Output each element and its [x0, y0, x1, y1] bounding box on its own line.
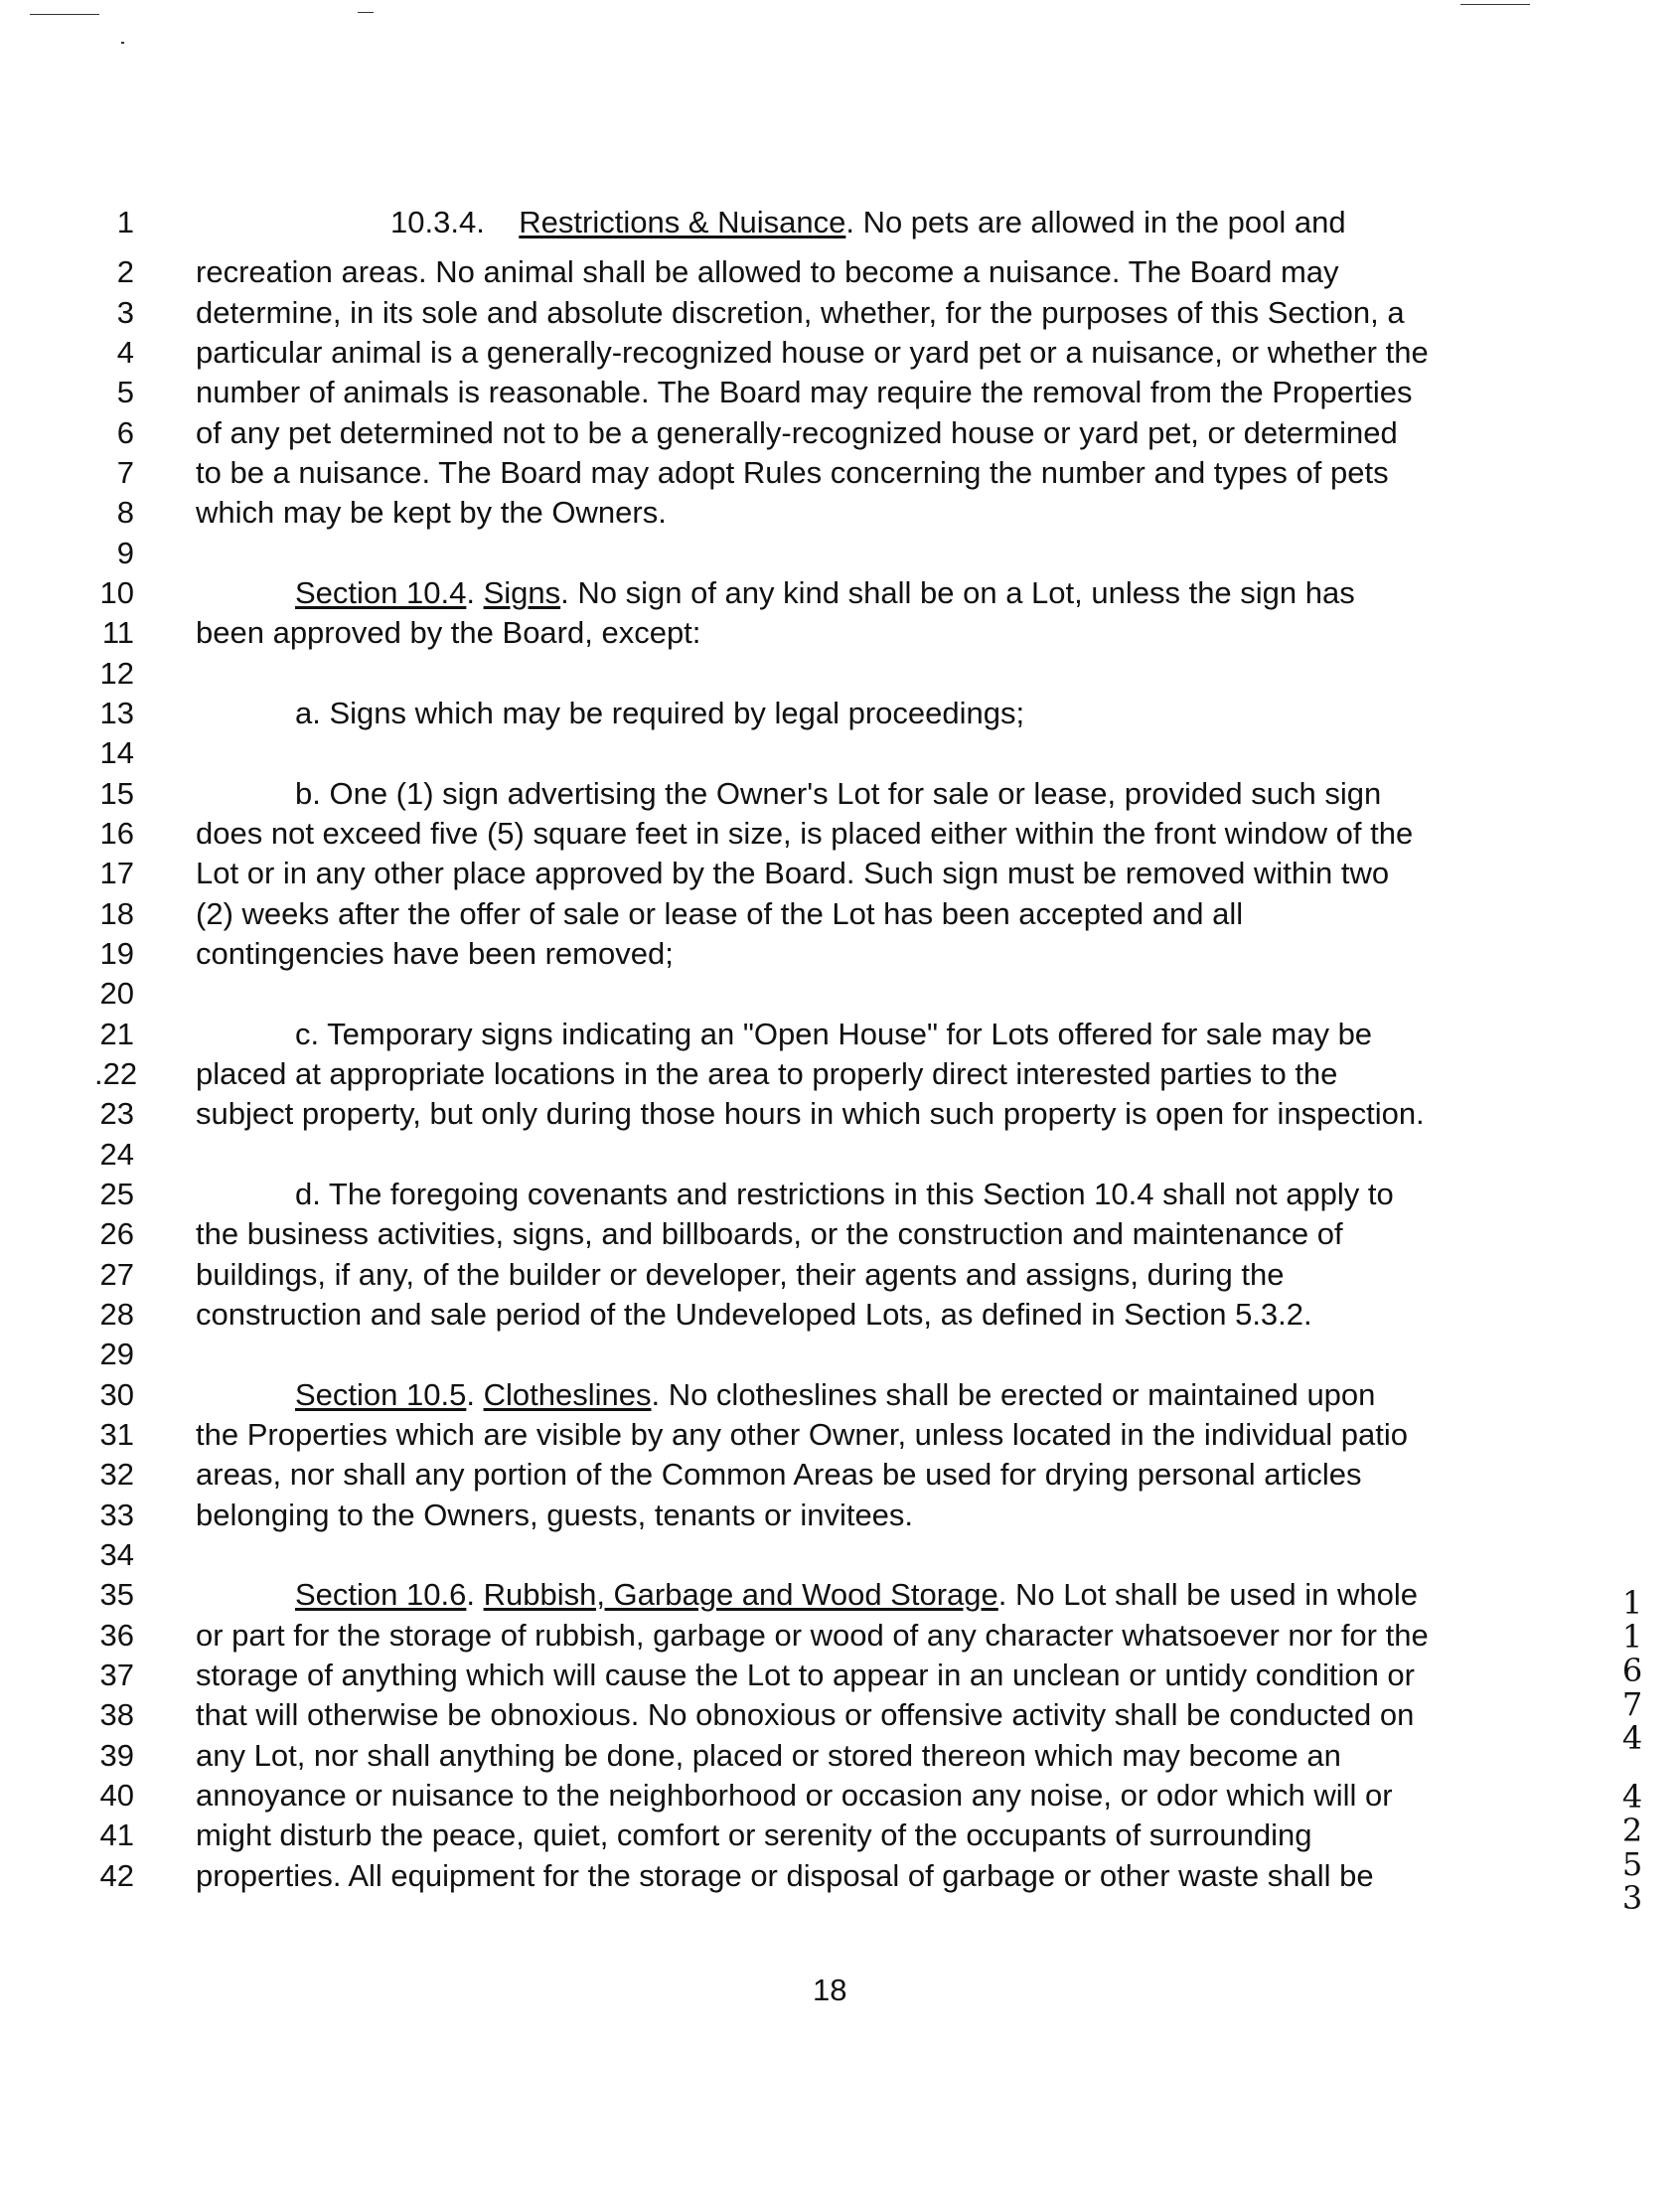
body-line: buildings, if any, of the builder or developer, their agents and assigns, during the	[196, 1257, 1285, 1292]
line-number: 13	[99, 696, 134, 730]
line-number: 18	[99, 896, 134, 931]
body-line: determine, in its sole and absolute discretion, whether, for the purposes of this Section, a	[196, 295, 1405, 330]
body-line: properties. All equipment for the storage or disposal of garbage or other waste shall be	[196, 1858, 1374, 1893]
line-number: 30	[99, 1377, 134, 1412]
page-number: 18	[813, 1973, 847, 2007]
line-number: 11	[101, 615, 134, 650]
body-line: the business activities, signs, and billboards, or the construction and maintenance of	[196, 1216, 1343, 1251]
section-heading-line: Section 10.5. Clotheslines. No clotheslines shall be erected or maintained upon	[295, 1377, 1376, 1412]
line-number: 12	[99, 656, 134, 691]
line-number: 16	[99, 816, 134, 851]
list-item-d: d. The foregoing covenants and restrictions in this Section 10.4 shall not apply to	[295, 1177, 1394, 1211]
body-line: to be a nuisance. The Board may adopt Rules concerning the number and types of pets	[196, 455, 1389, 490]
line-number: 34	[99, 1537, 134, 1572]
body-text: . No Lot shall be used in whole	[997, 1577, 1418, 1612]
body-line: does not exceed five (5) square feet in size, is placed either within the front window of the	[196, 816, 1414, 851]
scan-mark	[1460, 4, 1530, 5]
line-number: 9	[116, 536, 134, 570]
recording-number-digit: 5	[1621, 1845, 1643, 1883]
section-heading-line: Section 10.6. Rubbish, Garbage and Wood Storage. No Lot shall be used in whole	[295, 1577, 1418, 1612]
body-line: been approved by the Board, except:	[196, 615, 701, 650]
line-number: 28	[99, 1297, 134, 1332]
section-heading-line: Section 10.4. Signs. No sign of any kind shall be on a Lot, unless the sign has	[295, 575, 1355, 610]
scan-mark	[30, 14, 99, 15]
line-number: 1	[116, 205, 134, 239]
body-line: number of animals is reasonable. The Board may require the removal from the Properties	[196, 375, 1413, 409]
body-line: subject property, but only during those hours in which such property is open for inspection.	[196, 1096, 1425, 1131]
section-label: Section 10.5	[295, 1377, 467, 1412]
line-number: 33	[99, 1498, 134, 1532]
line-number: 36	[99, 1618, 134, 1653]
recording-number-digit: 2	[1621, 1812, 1643, 1849]
body-line: the Properties which are visible by any other Owner, unless located in the individual patio	[196, 1417, 1409, 1452]
line-number: 32	[99, 1457, 134, 1492]
line-number: 42	[99, 1858, 134, 1893]
section-title: Restrictions & Nuisance	[519, 205, 846, 239]
section-label: Section 10.6	[295, 1577, 467, 1612]
recording-number-digit: 3	[1621, 1879, 1643, 1917]
line-number: 29	[99, 1337, 134, 1371]
body-line: Lot or in any other place approved by the Board. Such sign must be removed within two	[196, 856, 1390, 890]
body-line: storage of anything which will cause the Lot to appear in an unclean or untidy condition or	[196, 1658, 1415, 1692]
line-number: 41	[99, 1817, 134, 1852]
line-number: 5	[116, 375, 134, 409]
list-item-b: b. One (1) sign advertising the Owner's Lot for sale or lease, provided such sign	[295, 776, 1382, 811]
line-number: 39	[99, 1738, 134, 1773]
recording-number-digit: 6	[1621, 1652, 1643, 1689]
body-text: . No pets are allowed in the pool and	[845, 205, 1346, 239]
body-line: contingencies have been removed;	[196, 936, 674, 971]
line-number: 38	[99, 1697, 134, 1732]
body-line: of any pet determined not to be a generally-recognized house or yard pet, or determined	[196, 415, 1398, 450]
line-number: 40	[99, 1778, 134, 1813]
section-heading-line	[390, 203, 1346, 242]
body-text: . No sign of any kind shall be on a Lot, unless the sign has	[560, 575, 1355, 610]
body-text: . No clotheslines shall be erected or maintained upon	[651, 1377, 1376, 1412]
line-number: 14	[99, 735, 134, 770]
recording-number-digit: 4	[1621, 1778, 1643, 1816]
line-number: 3	[116, 295, 134, 330]
list-item-c: c. Temporary signs indicating an "Open House" for Lots offered for sale may be	[295, 1017, 1373, 1051]
line-number: 4	[116, 335, 134, 370]
body-line: that will otherwise be obnoxious. No obnoxious or offensive activity shall be conducted on	[196, 1697, 1415, 1732]
body-line: which may be kept by the Owners.	[196, 495, 667, 530]
section-title: Clotheslines	[483, 1377, 652, 1412]
body-line: recreation areas. No animal shall be allowed to become a nuisance. The Board may	[196, 254, 1339, 289]
body-line: or part for the storage of rubbish, garbage or wood of any character whatsoever nor for the	[196, 1618, 1429, 1653]
line-number: 23	[99, 1096, 134, 1131]
recording-number-digit: 1	[1621, 1584, 1643, 1622]
body-line: placed at appropriate locations in the area to properly direct interested parties to the	[196, 1056, 1338, 1091]
line-number: 25	[99, 1177, 134, 1211]
scan-mark	[358, 12, 374, 13]
line-number: .22	[94, 1056, 138, 1091]
recording-number-digit: 7	[1621, 1685, 1643, 1723]
recording-number-digit: 4	[1621, 1719, 1643, 1757]
line-number: 10	[99, 575, 134, 610]
line-number: 19	[99, 936, 134, 971]
line-number: 21	[99, 1017, 134, 1051]
line-number: 24	[99, 1137, 134, 1172]
line-number: 2	[116, 254, 134, 289]
scan-mark	[121, 42, 124, 44]
body-line: belonging to the Owners, guests, tenants or invitees.	[196, 1498, 914, 1532]
body-line: construction and sale period of the Undeveloped Lots, as defined in Section 5.3.2.	[196, 1297, 1312, 1332]
line-number: 31	[99, 1417, 134, 1452]
body-line: any Lot, nor shall anything be done, placed or stored thereon which may become an	[196, 1738, 1341, 1773]
body-line: might disturb the peace, quiet, comfort or serenity of the occupants of surrounding	[196, 1817, 1312, 1852]
section-number: 10.3.4.	[390, 205, 485, 239]
section-label: Section 10.4	[295, 575, 467, 610]
line-number: 8	[116, 495, 134, 530]
line-number: 27	[99, 1257, 134, 1292]
line-number: 7	[116, 455, 134, 490]
body-line: (2) weeks after the offer of sale or lease of the Lot has been accepted and all	[196, 896, 1244, 931]
list-item-a: a. Signs which may be required by legal proceedings;	[295, 696, 1025, 730]
section-title: Signs	[483, 575, 561, 610]
body-line: areas, nor shall any portion of the Common Areas be used for drying personal articles	[196, 1457, 1362, 1492]
line-number: 35	[99, 1577, 134, 1612]
recording-number-digit: 1	[1621, 1618, 1643, 1656]
line-number: 26	[99, 1216, 134, 1251]
line-number: 17	[99, 856, 134, 890]
body-line: particular animal is a generally-recognized house or yard pet or a nuisance, or whether the	[196, 335, 1429, 370]
line-number: 37	[99, 1658, 134, 1692]
section-title: Rubbish, Garbage and Wood Storage	[483, 1577, 998, 1612]
line-number: 6	[116, 415, 134, 450]
body-line: annoyance or nuisance to the neighborhood or occasion any noise, or odor which will or	[196, 1778, 1393, 1813]
line-number: 15	[99, 776, 134, 811]
line-number: 20	[99, 976, 134, 1011]
